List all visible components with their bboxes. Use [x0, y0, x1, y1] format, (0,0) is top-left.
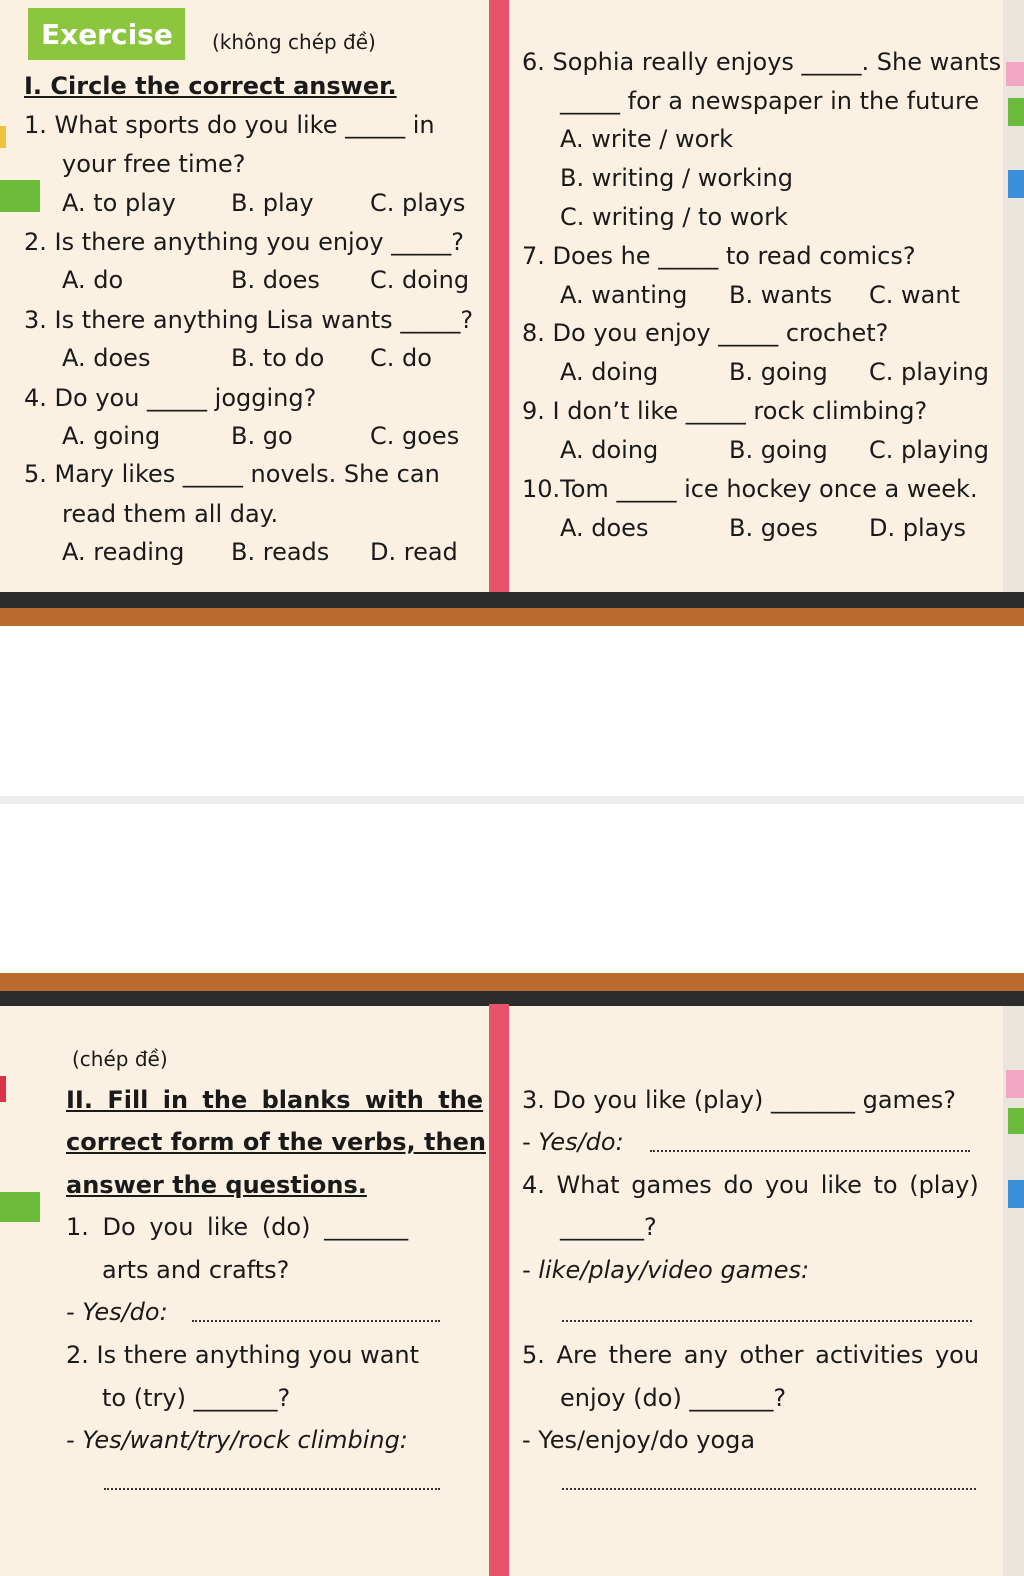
fill-question-5-line-2: enjoy (do) _______? [560, 1384, 787, 1412]
fill-question-3: 3. Do you like (play) _______ games? [522, 1086, 956, 1114]
q10-option-b[interactable]: B. goes [729, 514, 818, 542]
gap-separator-line [0, 796, 1024, 804]
tab-pink-right-bottom [1006, 1070, 1024, 1098]
q10-option-d[interactable]: D. plays [869, 514, 967, 542]
question-1-line-2: your free time? [62, 150, 246, 178]
tab-green-right-bottom [1008, 1108, 1024, 1134]
bottom-dark-stripe [0, 991, 1024, 1006]
fill-question-1-line-1: 1. Do you like (do) _______ [66, 1213, 409, 1241]
bottom-heading-line-2: correct form of the verbs, then [66, 1128, 486, 1156]
q5-option-a[interactable]: A. reading [62, 538, 185, 566]
question-10: 10.Tom _____ ice hockey once a week. [522, 475, 978, 503]
answer-4-line[interactable] [562, 1320, 972, 1322]
question-9: 9. I don’t like _____ rock climbing? [522, 397, 928, 425]
fill-question-2-line-1: 2. Is there anything you want [66, 1341, 420, 1369]
q9-option-c[interactable]: C. playing [869, 436, 989, 464]
q9-option-b[interactable]: B. going [729, 436, 828, 464]
bottom-heading-line-3: answer the questions. [66, 1171, 367, 1199]
question-6-line-1: 6. Sophia really enjoys _____. She wants [522, 48, 1002, 76]
q3-option-b[interactable]: B. to do [231, 344, 325, 372]
top-center-divider [489, 0, 509, 598]
q5-option-b[interactable]: B. reads [231, 538, 330, 566]
q3-option-c[interactable]: C. do [370, 344, 432, 372]
top-dark-stripe [0, 592, 1024, 608]
question-6-line-2: _____ for a newspaper in the future [560, 87, 980, 115]
tab-pink-right [1006, 62, 1024, 86]
exercise-badge-label: Exercise [41, 18, 173, 51]
q6-option-a[interactable]: A. write / work [560, 125, 734, 153]
q1-option-a[interactable]: A. to play [62, 189, 176, 217]
q4-option-b[interactable]: B. go [231, 422, 293, 450]
q8-option-c[interactable]: C. playing [869, 358, 989, 386]
tab-green-right [1008, 98, 1024, 126]
bottom-note: (chép đề) [72, 1047, 168, 1071]
tab-yellow [0, 126, 6, 148]
question-5-line-1: 5. Mary likes _____ novels. She can [24, 460, 440, 488]
q2-option-a[interactable]: A. do [62, 266, 124, 294]
q3-option-a[interactable]: A. does [62, 344, 151, 372]
question-2: 2. Is there anything you enjoy _____? [24, 228, 464, 256]
fill-question-2-line-2: to (try) _______? [102, 1384, 291, 1412]
fill-question-4-line-2: _______? [560, 1213, 657, 1241]
q7-option-a[interactable]: A. wanting [560, 281, 688, 309]
answer-1-line[interactable] [192, 1320, 440, 1322]
q7-option-c[interactable]: C. want [869, 281, 960, 309]
top-heading: I. Circle the correct answer. [24, 72, 397, 100]
q8-option-a[interactable]: A. doing [560, 358, 659, 386]
fill-question-4-line-1: 4. What games do you like to (play) [522, 1171, 979, 1199]
fill-question-5-line-1: 5. Are there any other activities you [522, 1341, 980, 1369]
tab-blue-right-bottom [1008, 1180, 1024, 1208]
q8-option-b[interactable]: B. going [729, 358, 828, 386]
answer-5-prompt: - Yes/enjoy/do yoga [522, 1426, 756, 1454]
top-note: (không chép đề) [212, 30, 376, 54]
q2-option-b[interactable]: B. does [231, 266, 320, 294]
tab-green-left [0, 180, 40, 212]
q5-option-d[interactable]: D. read [370, 538, 458, 566]
tab-green-left-bottom [0, 1192, 40, 1222]
q4-option-a[interactable]: A. going [62, 422, 161, 450]
question-1-line-1: 1. What sports do you like _____ in [24, 111, 435, 139]
answer-3-prompt: - Yes/do: [522, 1128, 624, 1156]
answer-4-prompt: - like/play/video games: [522, 1256, 810, 1284]
q7-option-b[interactable]: B. wants [729, 281, 833, 309]
q9-option-a[interactable]: A. doing [560, 436, 659, 464]
answer-3-line[interactable] [650, 1150, 970, 1152]
question-4: 4. Do you _____ jogging? [24, 384, 317, 412]
fill-question-1-line-2: arts and crafts? [102, 1256, 290, 1284]
question-5-line-2: read them all day. [62, 500, 279, 528]
answer-2-line[interactable] [104, 1488, 440, 1490]
q1-option-c[interactable]: C. plays [370, 189, 466, 217]
q10-option-a[interactable]: A. does [560, 514, 649, 542]
question-3: 3. Is there anything Lisa wants _____? [24, 306, 474, 334]
answer-1-prompt: - Yes/do: [66, 1298, 168, 1326]
q2-option-c[interactable]: C. doing [370, 266, 470, 294]
question-8: 8. Do you enjoy _____ crochet? [522, 319, 889, 347]
bottom-heading-line-1: II. Fill in the blanks with the [66, 1086, 484, 1114]
q4-option-c[interactable]: C. goes [370, 422, 460, 450]
answer-2-prompt: - Yes/want/try/rock climbing: [66, 1426, 408, 1454]
question-7: 7. Does he _____ to read comics? [522, 242, 916, 270]
top-right-edge [1003, 0, 1024, 594]
tab-blue-right [1008, 170, 1024, 198]
bottom-center-divider [489, 1004, 509, 1576]
tab-red-left [0, 1076, 6, 1102]
bottom-brown-stripe [0, 973, 1024, 991]
top-brown-stripe [0, 608, 1024, 626]
answer-5-line[interactable] [562, 1488, 976, 1490]
q1-option-b[interactable]: B. play [231, 189, 314, 217]
q6-option-b[interactable]: B. writing / working [560, 164, 793, 192]
q6-option-c[interactable]: C. writing / to work [560, 203, 788, 231]
